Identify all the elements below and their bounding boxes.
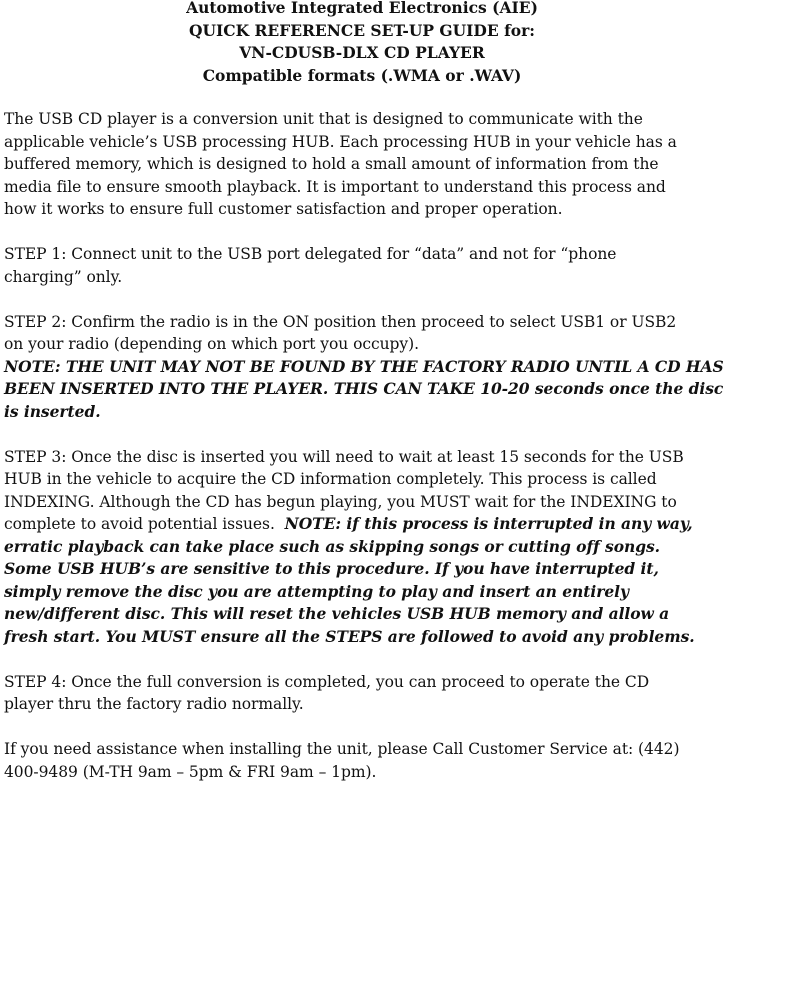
step-3-line: STEP 3: Once the disc is inserted you will need to wait at least 15 seconds for the USB — [4, 447, 684, 466]
step-3-note-line: fresh start. You MUST ensure all the STEPS are followed to avoid any problems. — [4, 626, 695, 646]
step-3-note-line: Some USB HUB’s are sensitive to this procedure. If you have interrupted it, — [4, 559, 659, 578]
intro-line: how it works to ensure full customer satisfaction and proper operation. — [4, 200, 563, 218]
product-name: VN-CDUSB-DLX CD PLAYER — [239, 43, 485, 62]
step-4-paragraph — [4, 671, 716, 716]
document-header — [4, 0, 720, 87]
step-3-plain-text: complete to avoid potential issues. — [4, 515, 285, 533]
contact-paragraph — [4, 738, 716, 783]
step-3-line: HUB in the vehicle to acquire the CD information completely. This process is called — [4, 470, 657, 488]
step-4-line: STEP 4: Once the full conversion is completed, you can proceed to operate the CD — [4, 672, 650, 691]
step-3-line: INDEXING. Although the CD has begun playing, you MUST wait for the INDEXING to — [4, 492, 677, 511]
compatible-formats: Compatible formats (.WMA or .WAV) — [202, 65, 522, 85]
step-1-line: STEP 1: Connect unit to the USB port delegated for “data” and not for “phone — [4, 245, 617, 263]
step-2-paragraph — [4, 311, 724, 424]
intro-line: The USB CD player is a conversion unit that is designed to communicate with the — [4, 110, 643, 128]
step-2-note-line: NOTE: THE UNIT MAY NOT BE FOUND BY THE FACTORY RADIO UNTIL A CD HAS — [4, 356, 724, 376]
step-3-paragraph — [4, 446, 716, 649]
step-3-note-line: erratic playback can take place such as skipping songs or cutting off songs. — [4, 536, 661, 556]
step-3-note-line: simply remove the disc you are attempting to play and insert an entirely — [4, 581, 629, 601]
step-1-line: charging” only. — [4, 267, 123, 286]
step-2-line: on your radio (depending on which port you occupy). — [4, 335, 420, 353]
step-2-note-line: BEEN INSERTED INTO THE PLAYER. THIS CAN TAKE 10-20 seconds once the disc — [4, 379, 724, 398]
contact-line: If you need assistance when installing the unit, please Call Customer Service at: (442) — [4, 740, 680, 758]
intro-line: applicable vehicle’s USB processing HUB. Each processing HUB in your vehicle has a — [4, 132, 677, 151]
step-3-note-start: NOTE: if this process is interrupted in any way, — [284, 514, 693, 533]
step-4-line: player thru the factory radio normally. — [4, 695, 304, 713]
guide-title: QUICK REFERENCE SET-UP GUIDE for: — [189, 20, 535, 40]
step-2-line: STEP 2: Confirm the radio is in the ON position then proceed to select USB1 or USB2 — [4, 312, 677, 331]
step-2-note-line: is inserted. — [4, 401, 101, 421]
intro-line: buffered memory, which is designed to hold a small amount of information from the — [4, 155, 659, 173]
step-3-mixed-line — [4, 513, 716, 536]
intro-line: media file to ensure smooth playback. It is important to understand this process and — [4, 177, 666, 196]
company-name: Automotive Integrated Electronics (AIE) — [186, 0, 538, 17]
step-3-note-line: new/different disc. This will reset the vehicles USB HUB memory and allow a — [4, 604, 670, 623]
contact-line: 400-9489 (M-TH 9am – 5pm & FRI 9am – 1pm). — [4, 762, 377, 781]
intro-paragraph — [4, 108, 716, 221]
step-1-paragraph — [4, 243, 716, 288]
